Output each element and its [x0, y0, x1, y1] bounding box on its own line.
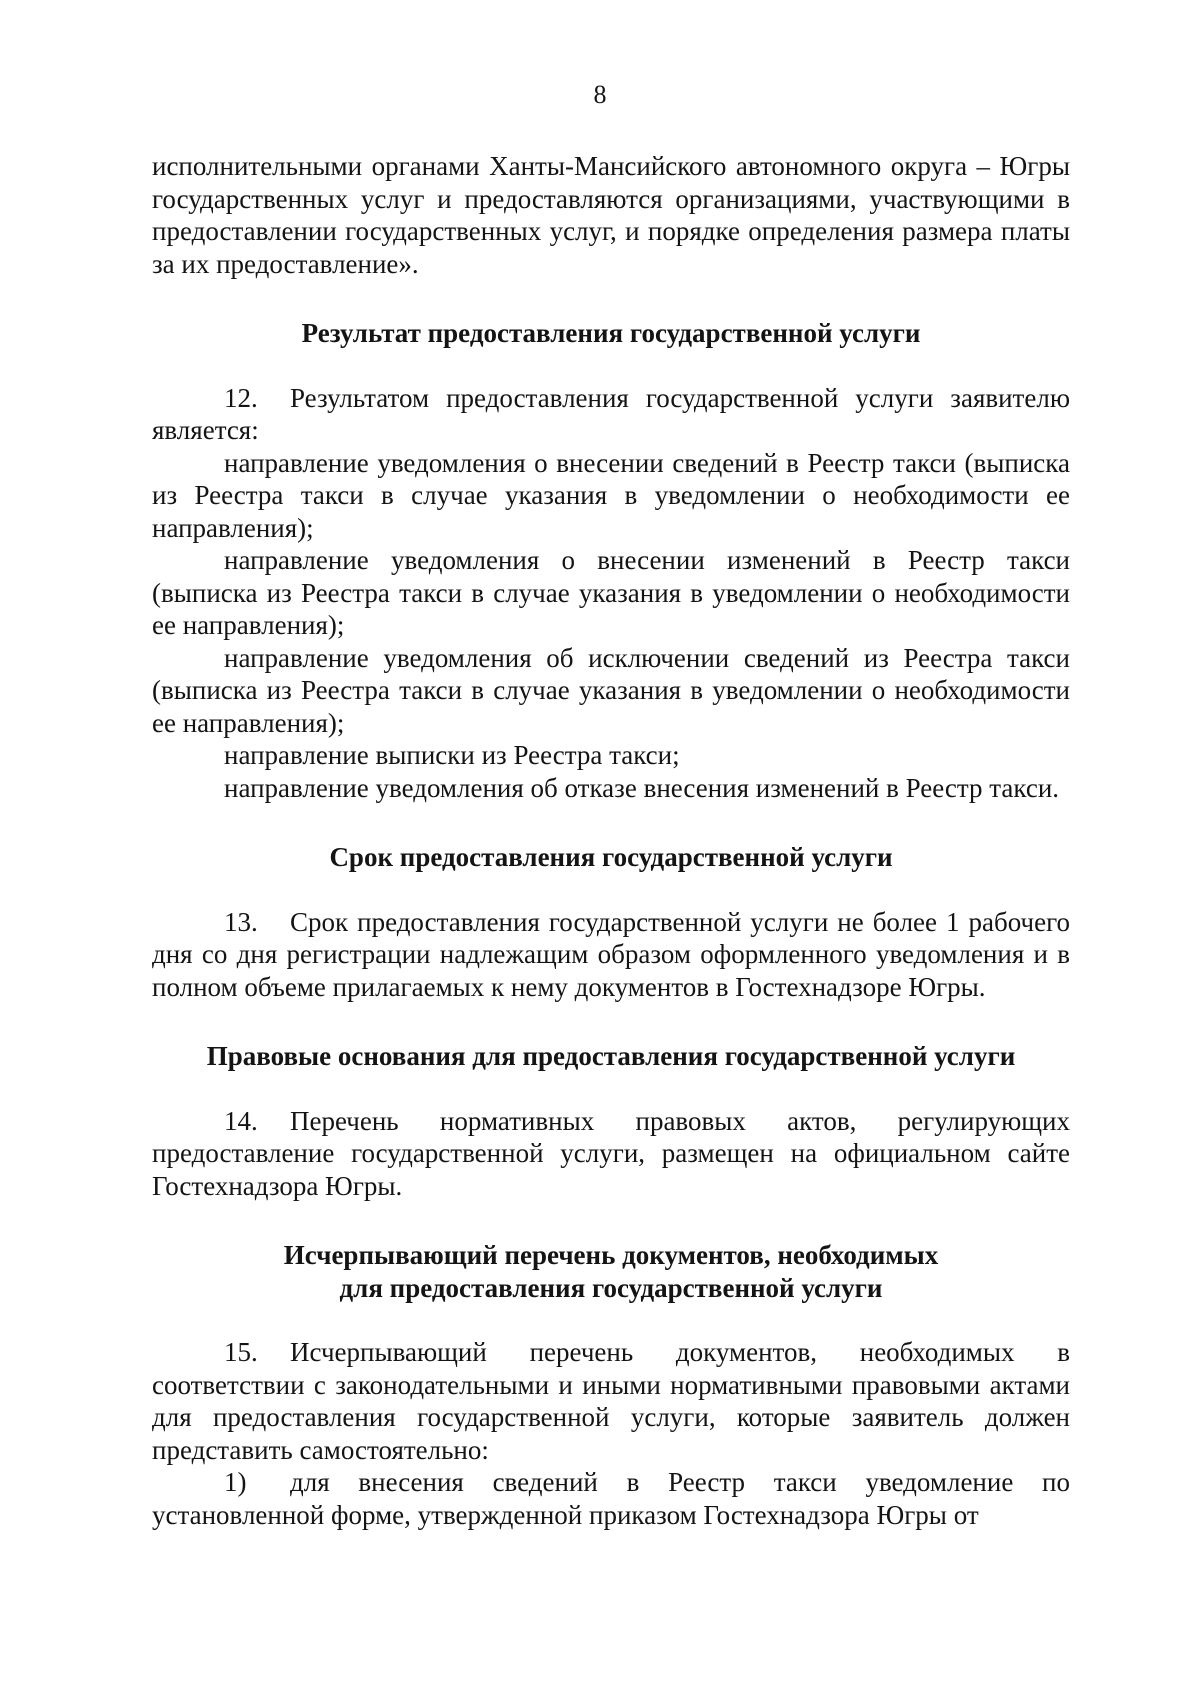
- list-item-result-4: направление выписки из Реестра такси;: [224, 740, 680, 770]
- list-item-number: 1): [224, 1467, 247, 1497]
- paragraph-13: 13. Срок предоставления государственной услуги не более 1 рабочего дня со дня регистрации надлежащим образом оформленного уведомления и в полном объеме прилагаемых к нему документов в Гостехнадзоре Югры.: [152, 906, 1070, 1002]
- list-item-result-5: направление уведомления об отказе внесения изменений в Реестр такси.: [224, 772, 1060, 803]
- document-body: [152, 150, 1070, 1531]
- paragraph-number: 12.: [224, 382, 258, 413]
- list-item-result-3: направление уведомления об исключении сведений из Реестра такси (выписка из Реестра такси в случае указания в уведомлении о необходимости ее направления);: [152, 642, 1070, 738]
- paragraph-number: 15.: [224, 1337, 258, 1367]
- section-heading-legal-basis: Правовые основания для предоставления государственной услуги: [206, 1041, 1016, 1071]
- section-heading-term: Срок предоставления государственной услуги: [329, 842, 893, 872]
- paragraph-number: 14.: [224, 1105, 258, 1136]
- page-number: 8: [593, 80, 607, 109]
- paragraph-continuation: исполнительными органами Ханты-Мансийского автономного округа – Югры государственных услуг и предоставляются организациями, участвующими в предоставлении государственных услуг, и порядке определения размера платы за их предоставление».: [152, 151, 1070, 279]
- section-heading-result: Результат предоставления государственной услуги: [301, 318, 921, 348]
- list-item-result-2: направление уведомления о внесении изменений в Реестр такси (выписка из Реестра такси в случае указания в уведомлении о необходимости ее направления);: [152, 545, 1070, 640]
- paragraph-12: 12. Результатом предоставления государственной услуги заявителю является:: [152, 382, 1070, 445]
- list-item-result-1: направление уведомления о внесении сведений в Реестр такси (выписка из Реестра такси в случае указания в уведомлении о необходимости ее направления);: [152, 447, 1070, 543]
- paragraph-number: 13.: [224, 906, 258, 937]
- section-heading-documents: Исчерпывающий перечень документов, необходимых для предоставления государственной услуги: [283, 1240, 939, 1303]
- paragraph-15: 15. Исчерпывающий перечень документов, необходимых в соответствии с законодательными и иными нормативными правовыми актами для предоставления государственной услуги, которые заявитель должен представить самостоятельно:: [152, 1337, 1070, 1465]
- list-item-documents-1: 1) для внесения сведений в Реестр такси уведомление по установленной форме, утвержденной приказом Гостехнадзора Югры от: [152, 1467, 1070, 1530]
- paragraph-14: 14. Перечень нормативных правовых актов, регулирующих предоставление государственной услуги, размещен на официальном сайте Гостехнадзора Югры.: [152, 1105, 1070, 1201]
